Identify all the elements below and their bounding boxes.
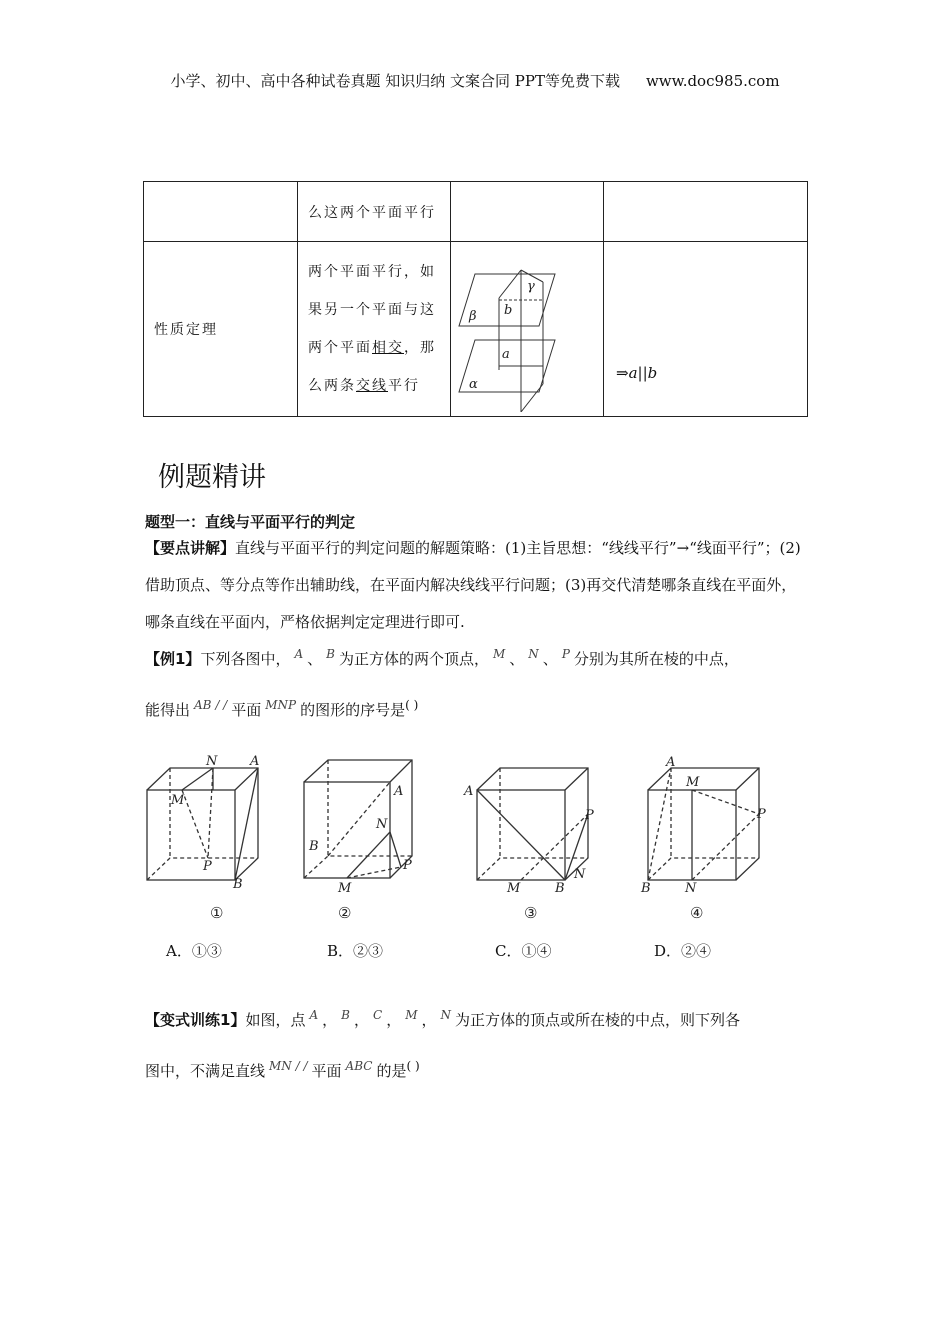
svg-text:N: N <box>685 881 697 896</box>
figure-number: ④ <box>690 904 704 922</box>
variant1-question: 【变式训练1】如图，点 $^A$ ， $^B$ ， $^C$ ， $^M$ ， $^N$ 为正方体的顶点或所在棱的中点，则下列各 <box>145 1008 741 1029</box>
svg-text:M: M <box>507 881 521 896</box>
svg-text:P: P <box>203 859 212 874</box>
example1-figures <box>140 748 810 928</box>
variant1-question-line2: 图中，不满足直线 $^{MN / /}$ 平面 $^{ABC}$ 的是( ) <box>145 1059 420 1080</box>
svg-text:A: A <box>666 755 676 770</box>
option-c[interactable]: C．①④ <box>495 942 552 960</box>
label-beta: β <box>469 309 477 324</box>
svg-text:N: N <box>206 754 218 769</box>
svg-text:M: M <box>686 775 700 790</box>
theorem-statement: 两个平面平行，如 果另一个平面与这 两个平面相交，那 么两条交线平行 <box>308 264 436 394</box>
svg-text:B: B <box>233 877 243 892</box>
figure-number: ② <box>338 904 352 922</box>
theorem-conclusion: ⇒a||b <box>616 364 658 382</box>
figure-number: ③ <box>524 904 538 922</box>
label-a: a <box>502 347 510 362</box>
section-title: 例题精讲 <box>158 462 266 493</box>
row1-statement-tail: 么这两个平面平行 <box>308 204 436 221</box>
svg-text:B: B <box>555 881 565 896</box>
table-row <box>144 242 808 417</box>
figure-number: ① <box>210 904 224 922</box>
label-b: b <box>504 303 513 318</box>
svg-text:A: A <box>464 784 474 799</box>
label-alpha: α <box>469 377 478 392</box>
example1-question: 【例1】下列各图中， $^A$ 、 $^B$ 为正方体的两个顶点， $^M$ 、 $^N$ 、 $^P$ 分别为其所在棱的中点， <box>145 647 739 668</box>
page-header <box>0 70 950 91</box>
label-gamma: γ <box>527 279 535 294</box>
option-a[interactable]: A．①③ <box>166 942 222 960</box>
table-row <box>144 182 808 242</box>
svg-text:N: N <box>376 817 388 832</box>
theorem-table <box>143 181 808 417</box>
svg-text:M: M <box>171 793 185 808</box>
cube-figure-4 <box>648 768 759 880</box>
type1-heading: 题型一：直线与平面平行的判定 <box>145 513 356 531</box>
svg-text:A: A <box>394 784 404 799</box>
theorem-name: 性质定理 <box>154 322 218 338</box>
svg-text:A: A <box>250 754 260 769</box>
example1-question-line2: 能得出 $^{AB / /}$ 平面 $^{MNP}$ 的图形的序号是( ) <box>145 698 419 719</box>
parallel-planes-figure <box>451 242 603 412</box>
svg-text:M: M <box>338 881 352 896</box>
cube-figure-2 <box>304 760 412 878</box>
option-d[interactable]: D．②④ <box>654 942 712 960</box>
svg-text:P: P <box>585 808 594 823</box>
svg-text:N: N <box>574 867 586 882</box>
option-b[interactable]: B．②③ <box>327 942 384 960</box>
svg-text:B: B <box>309 839 319 854</box>
svg-text:P: P <box>757 807 766 822</box>
svg-text:B: B <box>641 881 651 896</box>
header-url[interactable]: www.doc985.com <box>645 72 780 90</box>
type1-explanation: 【要点讲解】直线与平面平行的判定问题的解题策略：(1)主旨思想：“线线平行”→“线面平行”；(2)借助顶点、等分点等作出辅助线，在平面内解决线线平行问题；(3)再交代清楚哪条直线在平面外，哪条直线在平面内，严格依据判定定理进行即可. <box>145 539 801 631</box>
svg-text:P: P <box>403 858 412 873</box>
cube-figure-3 <box>477 768 588 880</box>
figure-labels <box>170 754 766 922</box>
arrow-icon: → <box>676 539 690 557</box>
header-text: 小学、初中、高中各种试卷真题 知识归纳 文案合同 PPT等免费下载 <box>170 72 620 90</box>
